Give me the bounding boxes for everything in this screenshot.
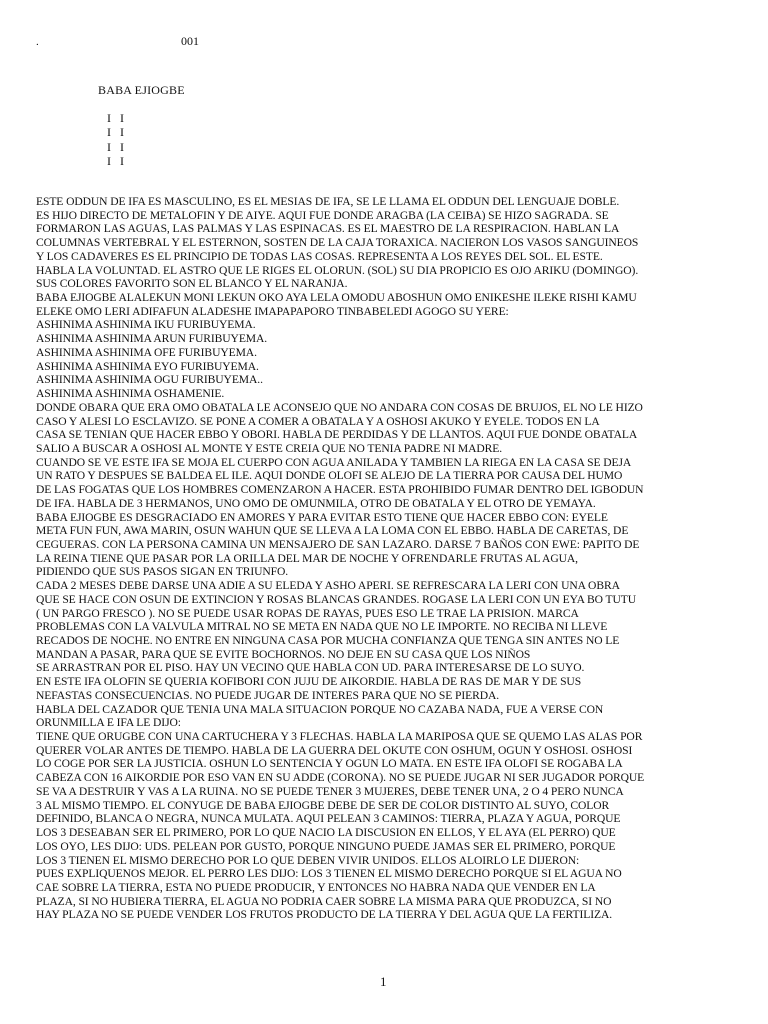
text-line: ASHINIMA ASHINIMA ARUN FURIBUYEMA. [36, 332, 268, 346]
text-line: ESTE ODDUN DE IFA ES MASCULINO, ES EL MESIAS DE IFA, SE LE LLAMA EL ODDUN DEL LENGUAJE DOBLE. [36, 195, 620, 208]
body-text [36, 195, 736, 922]
text-line: CUANDO SE VE ESTE IFA SE MOJA EL CUERPO CON AGUA ANILADA Y TAMBIEN LA RIEGA EN LA CASA SE DEJA [36, 455, 632, 469]
text-line: ES HIJO DIRECTO DE METALOFIN Y DE AIYE. AQUI FUE DONDE ARAGBA (LA CEIBA) SE HIZO SAGRADA. SE [36, 208, 609, 222]
oddun-title: BABA EJIOGBE [98, 83, 185, 97]
text-line: PROBLEMAS CON LA VALVULA MITRAL NO SE META EN NADA QUE NO LE IMPORTE. NO RECIBA NI LLEVE [36, 620, 608, 634]
text-line: CEGUERAS. CON LA PERSONA CAMINA UN MENSAJERO DE SAN LAZARO. DARSE 7 BAÑOS CON EWE: PAPITO DE [36, 537, 640, 551]
text-line: ( UN PARGO FRESCO ). NO SE PUEDE USAR ROPAS DE RAYAS, PUES ESO LE TRAE LA PRISION. MARCA [36, 606, 579, 620]
text-line: TIENE QUE ORUGBE CON UNA CARTUCHERA Y 3 FLECHAS. HABLA LA MARIPOSA QUE SE QUEMO LAS ALAS POR [36, 730, 643, 744]
header-dot: . [36, 36, 39, 48]
text-line: CABEZA CON 16 AIKORDIE POR ESO VAN EN SU ADDE (CORONA). NO SE PUEDE JUGAR NI SER JUGADOR PORQUE [36, 771, 645, 785]
text-line: CASA SE TENIAN QUE HACER EBBO Y OBORI. HABLA DE PERDIDAS Y DE LLANTOS. AQUI FUE DONDE OBATALA [36, 428, 638, 442]
mark-row: I I [107, 111, 124, 125]
text-line: LOS 3 TIENEN EL MISMO DERECHO POR LO QUE DEBEN VIVIR UNIDOS. ELLOS ALOIRLO LE DIJERON: [36, 853, 580, 867]
text-line: FORMARON LAS AGUAS, LAS PALMAS Y LAS ESPINACAS. ES EL MAESTRO DE LA RESPIRACION. HABLAN LA [36, 222, 620, 236]
text-line: HABLA DEL CAZADOR QUE TENIA UNA MALA SITUACION PORQUE NO CAZABA NADA, FUE A VERSE CON [36, 702, 604, 716]
text-line: RECADOS DE NOCHE. NO ENTRE EN NINGUNA CASA POR MUCHA CONFIANZA QUE TENGA SIN ANTES NO LE [36, 634, 620, 647]
mark-row: I I [107, 125, 124, 140]
text-line: QUE SE HACE CON OSUN DE EXTINCION Y ROSAS BLANCAS GRANDES. ROGASE LA LERI CON UN EYA BO TUTU [36, 592, 637, 606]
text-line: MANDAN A PASAR, PARA QUE SE EVITE BOCHORNOS. NO DEJE EN SU CASA QUE LOS NIÑOS [36, 647, 531, 661]
text-line: CAE SOBRE LA TIERRA, ESTA NO PUEDE PRODUCIR, Y ENTONCES NO HABRA NADA QUE VENDER EN LA [36, 880, 596, 894]
text-line: Y LOS CADAVERES ES EL PRINCIPIO DE TODAS LAS COSAS. REPRESENTA A LOS REYES DEL SOL. EL ESTE. [36, 249, 603, 263]
text-line: BABA EJIOGBE ES DESGRACIADO EN AMORES Y PARA EVITAR ESTO TIENE QUE HACER EBBO CON: EYELE [36, 510, 608, 524]
text-line: ASHINIMA ASHINIMA IKU FURIBUYEMA. [36, 318, 256, 332]
oddun-number: 001 [181, 34, 199, 48]
text-line: SALIO A BUSCAR A OSHOSI AL MONTE Y ESTE CREIA QUE NO TENIA PADRE NI MADRE. [36, 441, 503, 455]
text-line: HAY PLAZA NO SE PUEDE VENDER LOS FRUTOS PRODUCTO DE LA TIERRA Y DEL AGUA QUE LA FERTILIZA. [36, 908, 613, 922]
text-line: LOS OYO, LES DIJO: UDS. PELEAN POR GUSTO, PORQUE NINGUNO PUEDE JAMAS SER EL PRIMERO, PORQUE [36, 839, 616, 853]
text-line: CASO Y ALESI LO ESCLAVIZO. SE PONE A COMER A OBATALA Y A OSHOSI AKUKO Y EYELE. TODOS EN LA [36, 414, 600, 428]
text-line: ELEKE OMO LERI ADIFAFUN ALADESHE IMAPAPAPORO TINBABELEDI AGOGO SU YERE: [36, 304, 509, 318]
text-line: DE LAS FOGATAS QUE LOS HOMBRES COMENZARON A HACER. ESTA PROHIBIDO FUMAR DENTRO DEL IGBODUN [36, 483, 644, 497]
text-line: COLUMNAS VERTEBRAL Y EL ESTERNON, SOSTEN DE LA CAJA TORAXICA. NACIERON LOS VASOS SANGUINEOS [36, 236, 639, 250]
text-line: HABLA LA VOLUNTAD. EL ASTRO QUE LE RIGES EL OLORUN. (SOL) SU DIA PROPICIO ES OJO ARIKU (DOMINGO). [36, 263, 639, 277]
mark-row: I I [107, 153, 124, 168]
text-line: ORUNMILLA E IFA LE DIJO: [36, 716, 181, 730]
text-line: ASHINIMA ASHINIMA OSHAMENIE. [36, 387, 225, 401]
text-line: ASHINIMA ASHINIMA OFE FURIBUYEMA. [36, 345, 257, 359]
text-line: LO COGE POR SER LA JUSTICIA. OSHUN LO SENTENCIA Y OGUN LO MATA. EN ESTE IFA OLOFI SE ROGABA LA [36, 757, 623, 771]
text-line: UN RATO Y DESPUES SE BALDEA EL ILE. AQUI DONDE OLOFI SE ALEJO DE LA TIERRA POR CAUSA DEL HUMO [36, 469, 623, 483]
text-line: LOS 3 DESEABAN SER EL PRIMERO, POR LO QUE NACIO LA DISCUSION EN ELLOS, Y EL AYA (EL PERRO) QUE [36, 826, 616, 840]
text-line: SUS COLORES FAVORITO SON EL BLANCO Y EL NARANJA. [36, 277, 348, 291]
text-line: PUES EXPLIQUENOS MEJOR. EL PERRO LES DIJO: LOS 3 TIENEN EL MISMO DERECHO PORQUE SI EL AGUA NO [36, 867, 622, 881]
text-line: 3 AL MISMO TIEMPO. EL CONYUGE DE BABA EJIOGBE DEBE DE SER DE COLOR DISTINTO AL SUYO, COLOR [36, 798, 610, 812]
text-line: META FUN FUN, AWA MARIN, OSUN WAHUN QUE SE LLEVA A LA LOMA CON EL EBBO. HABLA DE CARETAS, DE [36, 524, 629, 538]
text-line: LA REINA TIENE QUE PASAR POR LA ORILLA DEL MAR DE NOCHE Y OFRENDARLE FRUTAS AL AGUA, [36, 551, 578, 565]
page-number: 1 [380, 974, 387, 989]
text-line: PLAZA, SI NO HUBIERA TIERRA, EL AGUA NO PODRIA CAER SOBRE LA MISMA PARA QUE PRODUZCA, SI NO [36, 894, 612, 908]
text-line: SE ARRASTRAN POR EL PISO. HAY UN VECINO QUE HABLA CON UD. PARA INTERESARSE DE LO SUYO. [36, 661, 585, 675]
text-line: DEFINIDO, BLANCA O NEGRA, NUNCA MULATA. AQUI PELEAN 3 CAMINOS: TIERRA, PLAZA Y AGUA, PORQUE [36, 812, 621, 826]
text-line: EN ESTE IFA OLOFIN SE QUERIA KOFIBORI CON JUJU DE AIKORDIE. HABLA DE RAS DE MAR Y DE SUS [36, 675, 582, 689]
text-line: ASHINIMA ASHINIMA EYO FURIBUYEMA. [36, 359, 259, 373]
text-line: ASHINIMA ASHINIMA OGU FURIBUYEMA.. [36, 373, 263, 387]
text-line: DE IFA. HABLA DE 3 HERMANOS, UNO OMO DE OMUNMILA, OTRO DE OBATALA Y EL OTRO DE YEMAYA. [36, 496, 596, 510]
text-line: CADA 2 MESES DEBE DARSE UNA ADIE A SU ELEDA Y ASHO APERI. SE REFRESCARA LA LERI CON UNA OBRA [36, 579, 620, 593]
oddun-signature-marks [107, 111, 124, 168]
text-line: PIDIENDO QUE SUS PASOS SIGAN EN TRIUNFO. [36, 565, 289, 579]
mark-row: I I [107, 139, 124, 154]
text-line: BABA EJIOGBE ALALEKUN MONI LEKUN OKO AYA LELA OMODU ABOSHUN OMO ENIKESHE ILEKE RISHI KAMU [36, 291, 637, 305]
text-line: SE VA A DESTRUIR Y VAS A LA RUINA. NO SE PUEDE TENER 3 MUJERES, DEBE TENER UNA, 2 O 4 PERO NUNCA [36, 784, 624, 798]
text-line: DONDE OBARA QUE ERA OMO OBATALA LE ACONSEJO QUE NO ANDARA CON COSAS DE BRUJOS, EL NO LE HIZO [36, 400, 643, 414]
text-line: NEFASTAS CONSECUENCIAS. NO PUEDE JUGAR DE INTERES PARA QUE NO SE PIERDA. [36, 688, 500, 702]
text-line: QUERER VOLAR ANTES DE TIEMPO. HABLA DE LA GUERRA DEL OKUTE CON OSHUM, OGUN Y OSHOSI. OSHOSI [36, 743, 633, 757]
